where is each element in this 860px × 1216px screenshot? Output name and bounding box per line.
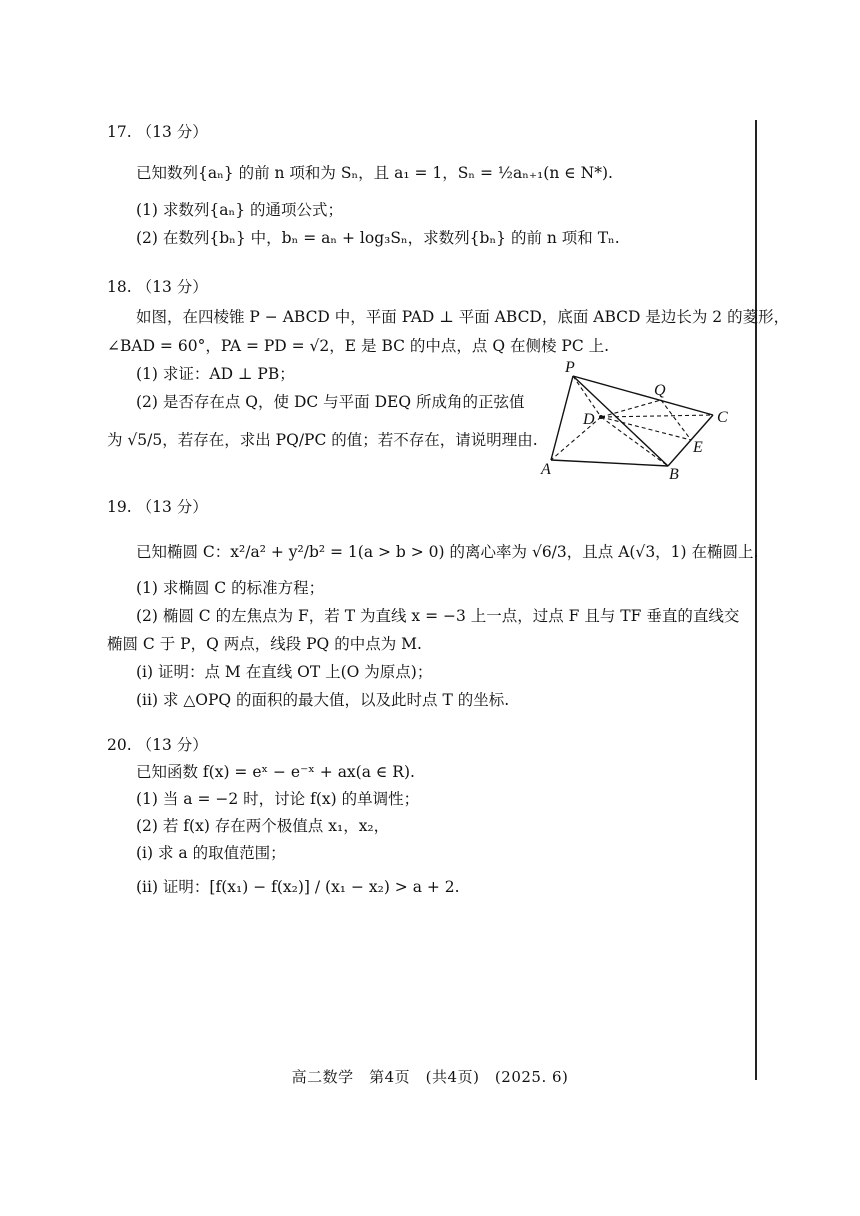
problem-number: 20. bbox=[107, 736, 132, 754]
problem-19-stem: 已知椭圆 C：x²/a² + y²/b² = 1(a > b > 0) 的离心率为 √6/3，且点 A(√3，1) 在椭圆上. bbox=[136, 543, 759, 561]
problem-20-part-1: (1) 当 a = −2 时，讨论 f(x) 的单调性； bbox=[136, 790, 420, 808]
label-E: E bbox=[693, 439, 703, 456]
edge-BC bbox=[668, 415, 713, 466]
edge-DE bbox=[601, 417, 691, 440]
problem-score: （13 分） bbox=[136, 278, 208, 296]
problem-18-stem-2: ∠BAD = 60°，PA = PD = √2，E 是 BC 的中点，点 Q 在侧棱 PC 上. bbox=[107, 337, 610, 355]
page-footer: 高二数学 第4页 (共4页) (2025. 6) bbox=[291, 1068, 569, 1086]
problem-19-part-1: (1) 求椭圆 C 的标准方程； bbox=[136, 579, 325, 597]
label-A: A bbox=[541, 461, 551, 478]
problem-18-part-1: (1) 求证：AD ⊥ PB； bbox=[136, 365, 295, 383]
problem-18-part-2-cont: 为 √5/5，若存在，求出 PQ/PC 的值；若不存在，请说明理由. bbox=[107, 431, 538, 449]
problem-18-header bbox=[107, 275, 208, 297]
problem-number: 17. bbox=[107, 123, 132, 141]
edge-PA bbox=[551, 376, 573, 460]
problem-19-part-2: (2) 椭圆 C 的左焦点为 F，若 T 为直线 x = −3 上一点，过点 F 且与 TF 垂直的直线交 bbox=[136, 607, 740, 625]
problem-number: 19. bbox=[107, 498, 132, 516]
problem-20-header bbox=[107, 733, 208, 755]
problem-18-stem-1: 如图，在四棱锥 P − ABCD 中，平面 PAD ⊥ 平面 ABCD，底面 ABCD 是边长为 2 的菱形， bbox=[136, 308, 790, 326]
edge-DQ bbox=[601, 400, 661, 417]
label-D: D bbox=[583, 411, 595, 428]
edge-AB bbox=[551, 460, 668, 466]
problem-17-stem: 已知数列{aₙ} 的前 n 项和为 Sₙ，且 a₁ = 1，Sₙ = ½aₙ₊₁(n ∈ N*). bbox=[136, 164, 613, 182]
problem-17-header bbox=[107, 120, 208, 142]
problem-score: （13 分） bbox=[136, 736, 208, 754]
problem-19-part-2-ii: (ii) 求 △OPQ 的面积的最大值，以及此时点 T 的坐标. bbox=[136, 691, 510, 709]
pyramid-figure bbox=[533, 358, 743, 483]
edge-DB bbox=[601, 417, 668, 466]
problem-19-part-2-cont: 椭圆 C 于 P，Q 两点，线段 PQ 的中点为 M. bbox=[107, 635, 422, 653]
problem-score: （13 分） bbox=[136, 123, 208, 141]
problem-20-stem: 已知函数 f(x) = eˣ − e⁻ˣ + ax(a ∈ R). bbox=[136, 763, 415, 781]
label-P: P bbox=[565, 359, 575, 376]
problem-number: 18. bbox=[107, 278, 132, 296]
problem-20-part-2: (2) 若 f(x) 存在两个极值点 x₁，x₂， bbox=[136, 817, 390, 835]
problem-score: （13 分） bbox=[136, 498, 208, 516]
label-C: C bbox=[717, 409, 728, 426]
label-B: B bbox=[669, 466, 679, 483]
problem-19-part-2-i: (i) 证明：点 M 在直线 OT 上(O 为原点)； bbox=[136, 663, 433, 681]
problem-20-part-2-ii: (ii) 证明：[f(x₁) − f(x₂)] / (x₁ − x₂) > a + 2. bbox=[136, 878, 460, 896]
edge-DC bbox=[601, 415, 713, 417]
problem-17-part-2: (2) 在数列{bₙ} 中，bₙ = aₙ + log₃Sₙ，求数列{bₙ} 的前 n 项和 Tₙ. bbox=[136, 229, 620, 247]
problem-18-part-2: (2) 是否存在点 Q，使 DC 与平面 DEQ 所成角的正弦值 bbox=[136, 393, 525, 411]
label-Q: Q bbox=[654, 382, 666, 399]
problem-19-header bbox=[107, 495, 208, 517]
margin-rule bbox=[755, 120, 757, 1080]
point-D bbox=[599, 415, 603, 419]
problem-17-part-1: (1) 求数列{aₙ} 的通项公式； bbox=[136, 201, 343, 219]
problem-20-part-2-i: (i) 求 a 的取值范围； bbox=[136, 844, 286, 862]
